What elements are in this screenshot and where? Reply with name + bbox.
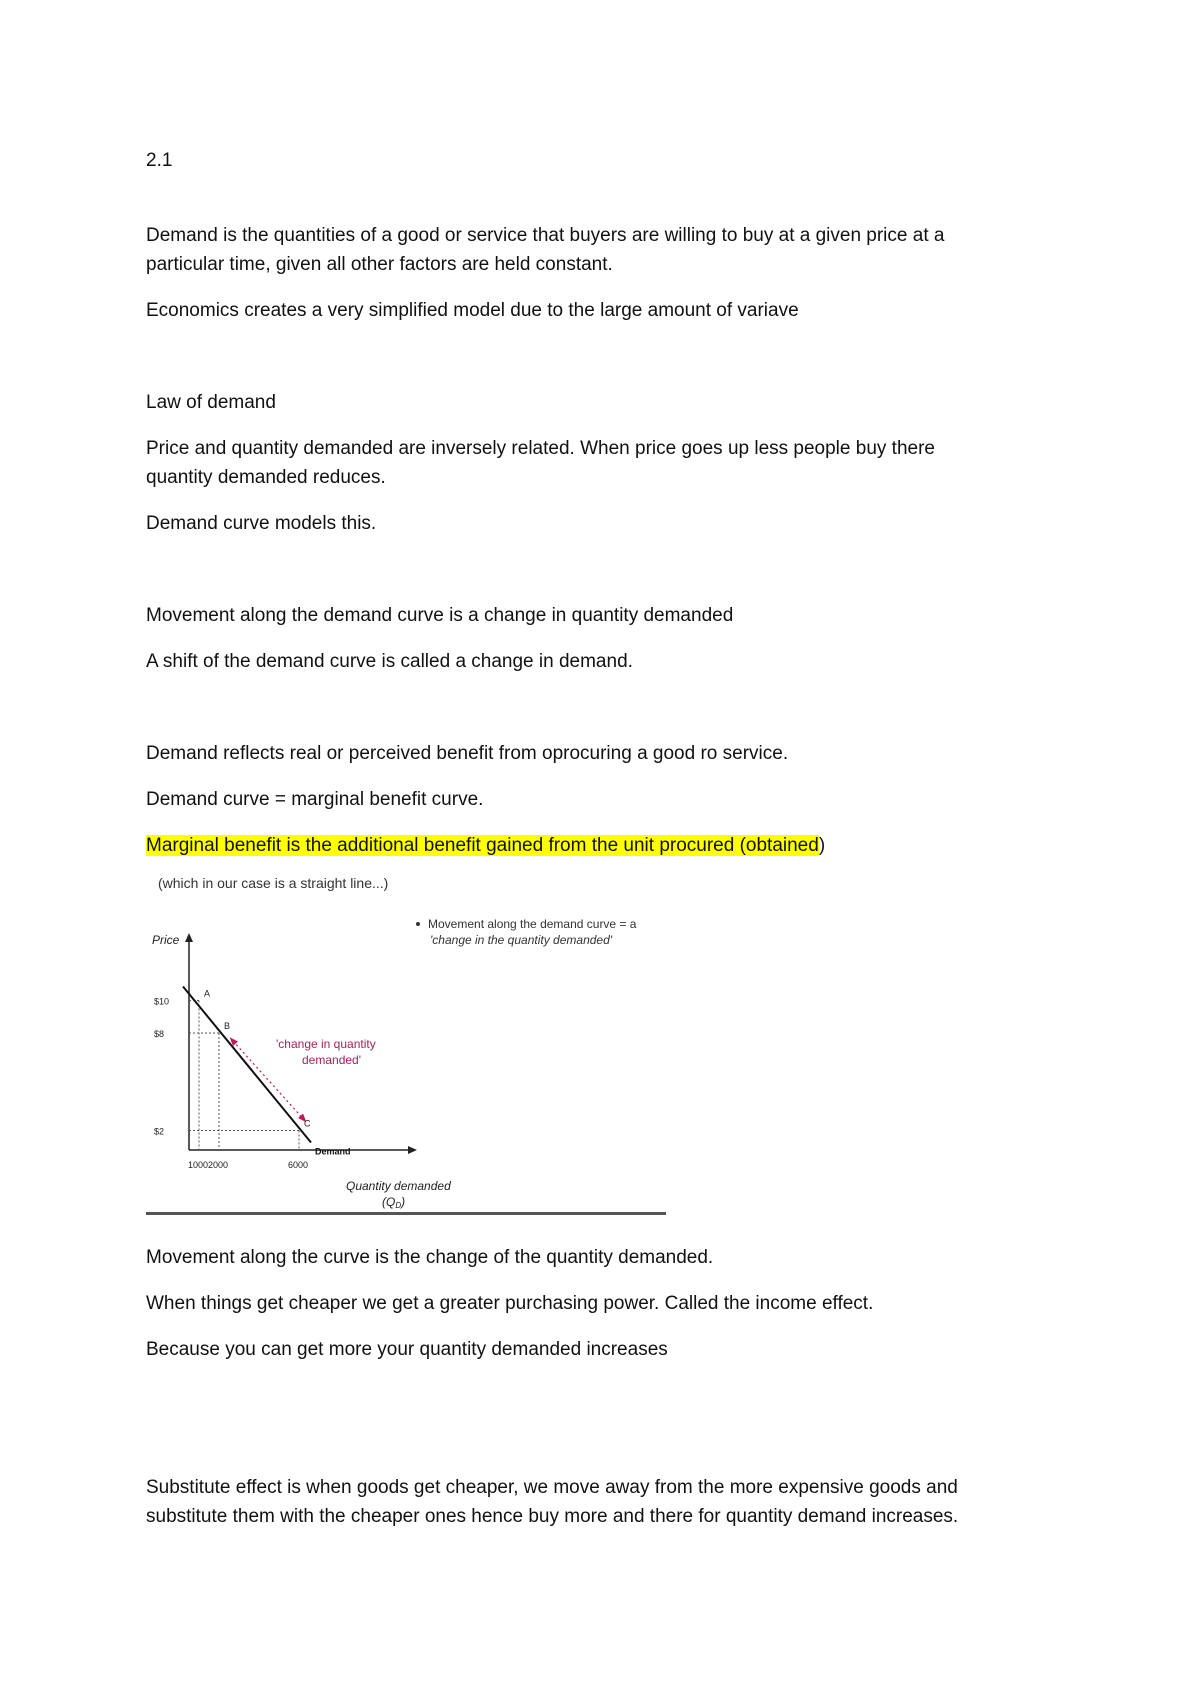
- note-bullet: [416, 922, 420, 926]
- paragraph-after-2: When things get cheaper we get a greater purchasing power. Called the income effect.: [146, 1293, 874, 1314]
- x-tick-label-0: 1000: [188, 1160, 209, 1170]
- highlighted-text: Marginal benefit is the additional benefit gained from the unit procured (obtained: [146, 835, 819, 856]
- note-line1: Movement along the demand curve = a: [428, 917, 637, 931]
- point-labels: [204, 989, 311, 1129]
- paragraph-after-3: Because you can get more your quantity demanded increases: [146, 1339, 668, 1360]
- paragraph-law-line2: quantity demanded reduces.: [146, 467, 386, 488]
- x-axis-sub-close: ): [401, 1195, 406, 1209]
- figure-bottom-rule: [146, 1212, 666, 1215]
- y-tick-labels: [154, 997, 169, 1137]
- law-of-demand-heading: Law of demand: [146, 392, 276, 413]
- x-tick-labels: [188, 1160, 308, 1170]
- highlight-tail: ): [818, 835, 826, 856]
- paragraph-after-1: Movement along the curve is the change of the quantity demanded.: [146, 1247, 714, 1268]
- paragraph-substitute-line2: substitute them with the cheaper ones hence buy more and there for quantity demand increases.: [146, 1506, 959, 1527]
- y-tick-label-0: $10: [154, 996, 170, 1007]
- section-number: 2.1: [146, 150, 173, 171]
- x-axis-sub-open: (Q: [382, 1195, 396, 1209]
- point-label-A: A: [204, 988, 211, 999]
- paragraph-movement: Movement along the demand curve is a change in quantity demanded: [146, 605, 734, 626]
- paragraph-demand-definition-line2: particular time, given all other factors are held constant.: [146, 254, 613, 275]
- x-tick-label-2: 6000: [288, 1160, 309, 1170]
- paragraph-curve-equals: Demand curve = marginal benefit curve.: [146, 789, 484, 810]
- paragraph-curve-models: Demand curve models this.: [146, 513, 377, 534]
- x-axis-sub-label: [382, 1195, 405, 1210]
- x-axis-arrowhead: [408, 1146, 417, 1154]
- point-label-B: B: [224, 1021, 231, 1031]
- paragraph-demand-definition-line1: Demand is the quantities of a good or service that buyers are willing to buy at a given price at a: [146, 225, 945, 246]
- x-axis-label: Quantity demanded: [346, 1179, 451, 1193]
- y-axis-arrowhead: [185, 933, 193, 942]
- paragraph-demand-reflects: Demand reflects real or perceived benefit from oprocuring a good ro service.: [146, 743, 789, 764]
- paragraph-marginal-benefit: [146, 833, 825, 859]
- y-tick-label-1: $8: [154, 1029, 165, 1039]
- paragraph-law-line1: Price and quantity demanded are inversely related. When price goes up less people buy there: [146, 438, 935, 459]
- y-tick-label-2: $2: [154, 1126, 165, 1137]
- paragraph-simplified-model: Economics creates a very simplified model due to the large amount of variave: [146, 300, 799, 321]
- paragraph-shift: A shift of the demand curve is called a change in demand.: [146, 651, 633, 672]
- figure-caption: (which in our case is a straight line...): [158, 875, 389, 891]
- arrow-label-line1: 'change in quantity: [276, 1037, 376, 1051]
- arrow-label-line2: demanded': [302, 1053, 362, 1067]
- change-in-quantity-arrow: [233, 1041, 303, 1119]
- paragraph-substitute-line1: Substitute effect is when goods get cheaper, we move away from the more expensive goods and: [146, 1477, 958, 1498]
- note-line2: 'change in the quantity demanded': [430, 933, 613, 947]
- demand-curve-label: Demand: [315, 1146, 351, 1157]
- demand-curve-line: [183, 987, 311, 1143]
- point-label-C: C: [304, 1118, 311, 1129]
- x-axis-sub-index: D: [395, 1201, 402, 1210]
- guide-lines: [189, 1001, 299, 1151]
- y-axis-label: Price: [152, 933, 180, 947]
- demand-curve-figure: [146, 868, 666, 1216]
- x-tick-label-1: 2000: [208, 1160, 229, 1170]
